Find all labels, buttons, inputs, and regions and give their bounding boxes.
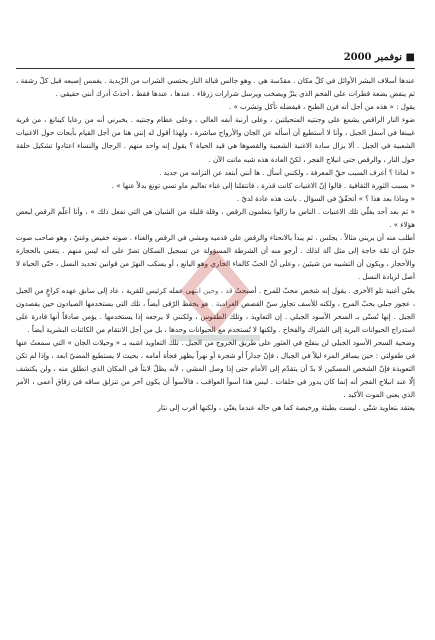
paragraph: يغنّي أغنية تلو الأخرى . يقول إنه شخص محبّ للمرح . أصبحتُ قد ، وحين انتهى عمله كرئيس للقرية ، عاد إلى سابق عهده كراعٍ من الجبل ، عجوز جبلي يحبّ المرح ، ولكنه للأسف تجاوز سنّ القصص الغرامية . هو يحفظ الرّقى أيضاً ، تلك التي يستخدمها الصيادون حين يقصدون الجبل . إنها تُسنّى بـ السحر الأسود الجبلي . إن التعاويذ ، وتلك الطقوس ، ولكنني لا يرجعه إذا يستخدمها . يؤمن صادقاً أنها قادرة على استدراج الحيوانات البرية إلى الشراك والفخاخ . ولكنها لا تُستخدم مع الحيوانات وحدها ، بل من أجل الانتقام من الكائنات البشرية أيضاً .	[16, 285, 415, 334]
paragraph: ضوء النار الراقص يشمع على وجنتيه المتحيلتين ، وعلى أرنبة أنفه العالي ، وعلى عظام وجنتيه . يخبرني أنه من رعايا كينانغ ، من قرية غيبنغا في أسفل الجبل ، وأنا لا أستطيع أن أسأله عن الجان والأرواح مباشرة ، ولهذا أقول له إنني هنا من أجل القيام بأبحاث حول الاغنيات الشعبية في الجبل . ألا يزال سادة الاغنية الشعبية والقصوها هي قيد الحياة ؟ يقول إنه واحد منهم . الرجال والنساء اعتادوا تشكيل حلقة حول النار ، والرقص حتى انبلاج الفجر ، لكنّ العادة هذه شبه ماتت الآن .	[16, 115, 415, 164]
paragraph: « ثم بعد أحد يغلّي تلك الاغنيات . الناس ما زالوا يتعلمون الرقص ، وقلة قليلة من الشبان هي التي تفعل ذلك » ، وأنا أعلّم الرقص لبعض هؤلاء » .	[16, 206, 415, 230]
header-rule	[16, 68, 415, 69]
paragraph: عندها أسلاف البشر الأوائل في كلّ مكان . مقدّسة هي . وهو جالس قبالة النار يحتسي الشراب من الزّبدية . يغمس إصبعه قبل كلّ رشفة ، ثم ينفض بضعة قطرات على الفحم الذي يئزّ ويصخب ويرسل شرارات زرقاء . عندها ، عندها فقط ، أخذتُ أدرك أنني حقيقي .	[16, 76, 415, 99]
paragraph: « بسبب الثورة الثقافية . قالوا إنّ الاغنيات كانت قذرة ، فانتقلنا إلى غناء تعاليم ماو تسي تونغ بدلاً عنها » .	[111, 180, 415, 190]
article-body	[16, 74, 415, 616]
page-folio: نوفمبر 2000 ■	[343, 52, 415, 63]
paragraph: وضحية السحر الأسود الجبلي لن ينفلح في العثور على طريق الخروج من الجبل . تلك التعاويذ اشبه بـ « وحيلات الجان » التي سمعتُ عنها في طفولتي : حين يسافر المرء ليلاً في الجبال ، فإنّ جداراً أو شجرة أو نهراً يظهر فجأة أمامه ، بحيث لا يستطيع المضيّ ابعد ، وإذا لم تكن التعويذة فإنّ الشخص المسكين لا بدّ أن يتقدّم إلى الأمام حتى إذا وصل المشي ، لأنه يظلّ لابثاً في المكان الذي انطلق منه ، ولن يكتشف إلّا عند انبلاج الفجر أنه إنما كان يدور في حلقات . ليس هذا أسوأ العواقب ، فالأسوأ أن يكون آخر من تنزلق ساقه في زقاق أعمى ، الأمر الذي يعني الموت الأكيد .	[16, 337, 415, 400]
paragraph: يعتقد بتعاويذ شتّى . ليست بطيئة ورخيصة كما هي حاله عندما يغنّي ، ولكنها أقرب إلى نثار	[157, 403, 415, 413]
paragraph: « وماذا بعد هذا ؟ » أتحقّقُ في السؤال . بانت هذه عادة لديّ .	[237, 193, 415, 203]
paragraph: « لماذا ؟ أعرف السبب حقّ المعرفة ، ولكنني أسأل . ها أنني أبتعد عن التزامه من جديد .	[159, 167, 415, 177]
running-header	[16, 52, 415, 66]
paragraph: أطلب منه أن يريني مثالاً . يجلس . ثم يبدأ بالانحناء والرقص على قدميه ومشي في الرقص والغناء . صوته خفيض وغنيّ ، وهو صاحب صوت جليّ أن ثمّة حاجة إلى مثل آلة لذلك . أرجو منه أن الشرطة المسؤولة عن تسجيل السكان تصرّ على أنه ليس منهم . يتغني بالحجارة والأحجار ، ويكون أن التشبيه من شيئين ، وعلى أنّ الحبّ كالماء الجاري وهو اليانع ، أو يسكب النهرُ من قوانين تحديد النسل ، حتّى الحياة لا أصل لزيادة النسل .	[16, 233, 415, 282]
paragraph: يقول : « هذه من أجل أنه فرن الطبخ ، فيفضله تأكل وتشرب » .	[229, 102, 415, 112]
